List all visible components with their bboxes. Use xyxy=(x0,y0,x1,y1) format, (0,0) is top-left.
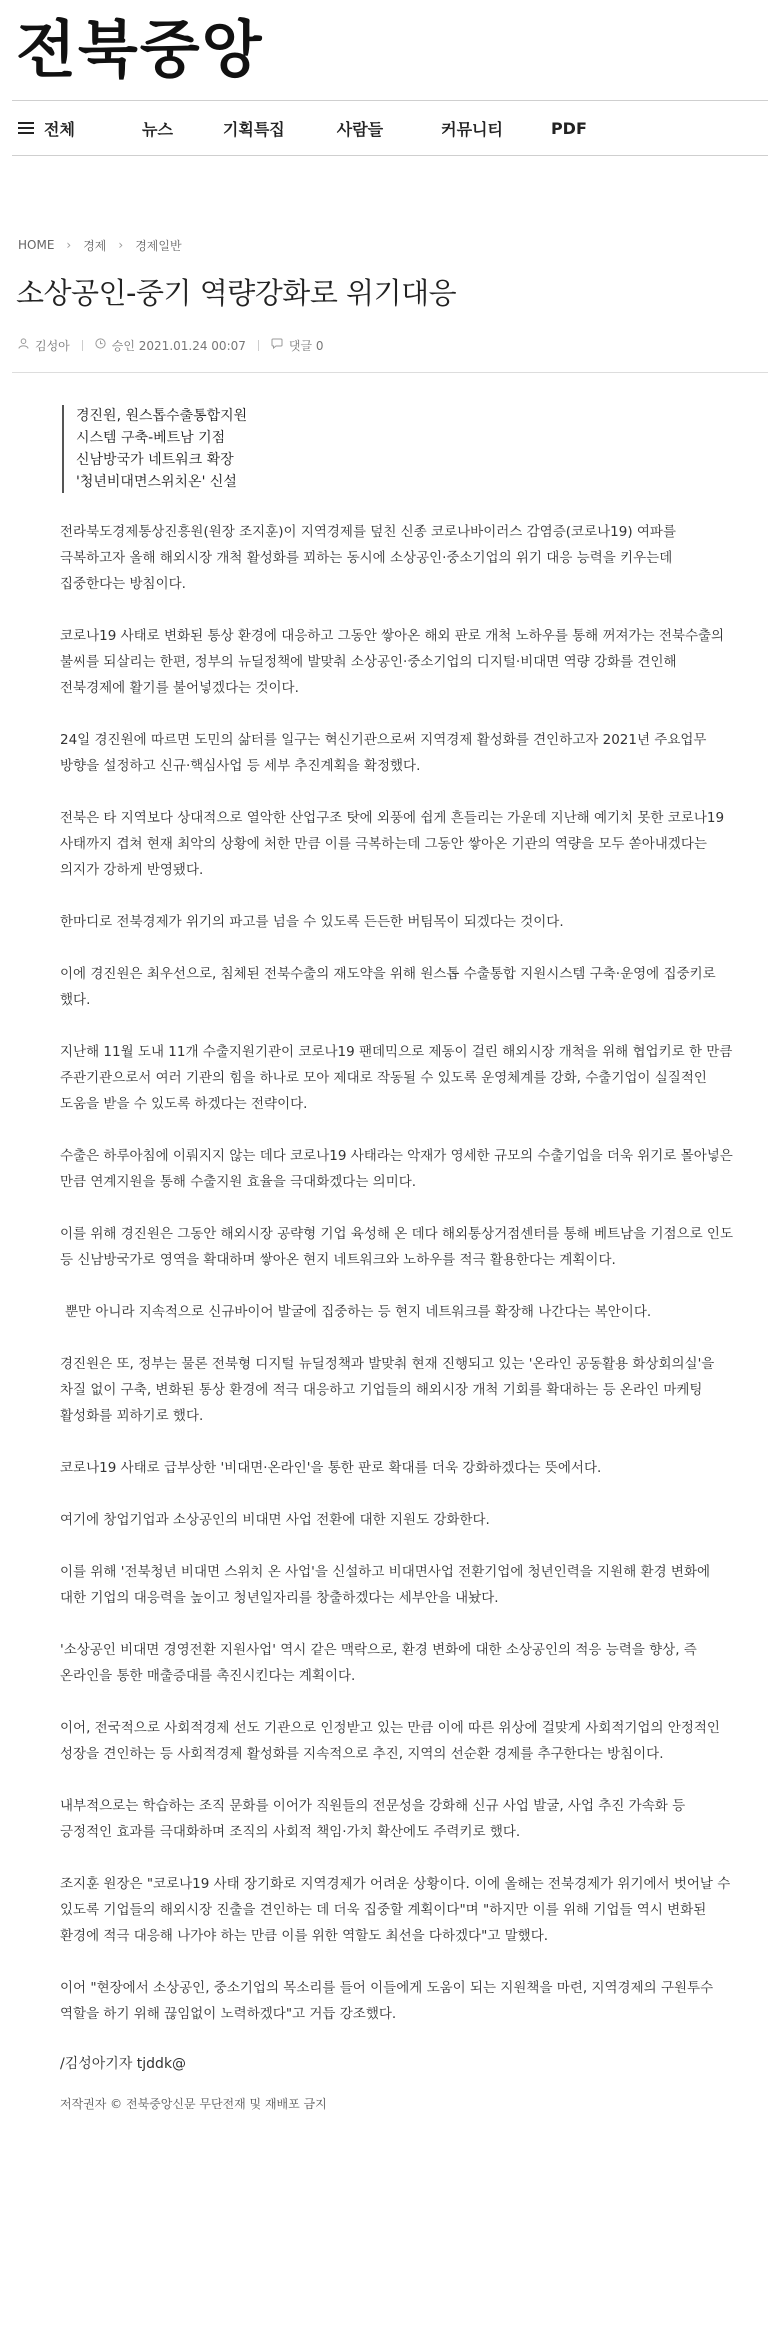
nav-item-pdf[interactable]: PDF xyxy=(550,118,587,138)
article-paragraph: 여기에 창업기업과 소상공인의 비대면 사업 전환에 대한 지원도 강화한다. xyxy=(60,1512,490,1528)
article-subtitles xyxy=(62,405,780,493)
all-menu-button[interactable] xyxy=(12,117,104,140)
article-paragraph: 이를 위해 '전북청년 비대면 스위치 온 사업'을 신설하고 비대면사업 전환기업에 청년인력을 지원해 환경 변화에 대한 기업의 대응력을 높이고 청년일자리를 창출하겠다는 세부안을 내놨다. xyxy=(60,1564,711,1606)
article-paragraph: 수출은 하루아침에 이뤄지지 않는 데다 코로나19 사태라는 악재가 영세한 규모의 수출기업을 더욱 위기로 몰아넣은 만큼 연계지원을 통해 수출지원 효율을 극대화겠다는 의미다. xyxy=(60,1148,733,1190)
author-name[interactable]: 김성아 xyxy=(35,338,70,353)
copyright-notice: 저작권자 © 전북중앙신문 무단전재 및 재배포 금지 xyxy=(60,2097,327,2111)
article-paragraph: 24일 경진원에 따르면 도민의 삶터를 일구는 혁신기관으로써 지역경제 활성화를 견인하고자 2021년 주요업무 방향을 설정하고 신규·핵심사업 등 세부 추진계획을 확정했다. xyxy=(60,732,707,774)
masthead xyxy=(0,0,780,100)
article-paragraph: 지난해 11월 도내 11개 수출지원기관이 코로나19 팬데믹으로 제동이 걸린 해외시장 개척을 위해 협업키로 한 만큼 주관기관으로서 여러 기관의 힘을 하나로 모아 제대로 작동될 수 있도록 운영체계를 강화, 수출기업이 실질적인 도움을 받을 수 있도록 하겠다는 전략이다. xyxy=(60,1044,733,1112)
article-paragraph: 이를 위해 경진원은 그동안 해외시장 공략형 기업 육성해 온 데다 해외통상거점센터를 통해 베트남을 기점으로 인도 등 신남방국가로 영역을 확대하며 쌓아온 현지 네트워크와 노하우를 적극 활용한다는 계획이다. xyxy=(60,1226,734,1268)
article-paragraph: '소상공인 비대면 경영전환 지원사업' 역시 같은 맥락으로, 환경 변화에 대한 소상공인의 적응 능력을 향상, 즉 온라인을 통한 매출증대를 촉진시킨다는 계획이다. xyxy=(60,1642,697,1684)
article-paragraph: 경진원은 또, 정부는 물론 전북형 디지털 뉴딜정책과 발맞춰 현재 진행되고 있는 '온라인 공동활용 화상회의실'을 차질 없이 구축, 변화된 통상 환경에 적극 대응하고 기업들의 해외시장 개척 기회를 확대하는 등 온라인 마케팅 활성화를 꾀하기로 했다. xyxy=(60,1356,715,1424)
article-paragraph: 조지훈 원장은 "코로나19 사태 장기화로 지역경제가 어려운 상황이다. 이에 올해는 전북경제가 위기에서 벗어날 수 있도록 기업들의 해외시장 진출을 견인하는 데 더욱 집중할 계획이다"며 "하지만 이를 위해 기업들 역시 변화된 환경에 적극 대응해 나가야 하는 만큼 이를 위한 역할도 최선을 다하겠다"고 말했다. xyxy=(60,1876,731,1944)
breadcrumb xyxy=(18,236,780,254)
meta-divider xyxy=(82,340,83,351)
article-paragraph: 전북은 타 지역보다 상대적으로 열악한 산업구조 탓에 외풍에 쉽게 흔들리는 가운데 지난해 예기치 못한 코로나19 사태까지 겹쳐 현재 최악의 상황에 처한 만큼 이를 극복하는데 그동안 쌓아온 기관의 역량을 모두 쏟아내겠다는 의지가 강하게 반영됐다. xyxy=(60,810,725,878)
article-paragraph: 뿐만 아니라 지속적으로 신규바이어 발굴에 집중하는 등 현지 네트워크를 확장해 나간다는 복안이다. xyxy=(65,1304,652,1320)
breadcrumb-section[interactable]: 경제 xyxy=(83,238,107,253)
nav-item-news[interactable]: 뉴스 xyxy=(142,119,173,139)
person-icon xyxy=(18,338,29,352)
article-paragraph: 이어 "현장에서 소상공인, 중소기업의 목소리를 들어 이들에게 도움이 되는 지원책을 마련, 지역경제의 구원투수 역할을 하기 위해 끊임없이 노력하겠다"고 거듭 강조했다. xyxy=(60,1980,714,2022)
breadcrumb-home[interactable]: HOME xyxy=(18,238,55,252)
approved-date: 승인 2021.01.24 00:07 xyxy=(111,338,246,353)
hamburger-icon xyxy=(18,122,34,134)
article-paragraph: 한마디로 전북경제가 위기의 파고를 넘을 수 있도록 든든한 버팀목이 되겠다는 것이다. xyxy=(60,914,564,930)
article-meta xyxy=(18,336,780,354)
main-nav xyxy=(12,100,768,156)
subtitle-line: '청년비대면스위치온' 신설 xyxy=(76,474,237,490)
nav-item-people[interactable]: 사람들 xyxy=(336,119,384,139)
article-paragraph: 내부적으로는 학습하는 조직 문화를 이어가 직원들의 전문성을 강화해 신규 사업 발굴, 사업 추진 가속화 등 긍정적인 효과를 극대화하며 조직의 사회적 책임·가치 확산에도 주력키로 했다. xyxy=(60,1798,686,1840)
subtitle-line: 신남방국가 네트워크 확장 xyxy=(76,452,234,468)
article-paragraph: 이에 경진원은 최우선으로, 침체된 전북수출의 재도약을 위해 원스톱 수출통합 지원시스템 구축·운영에 집중키로 했다. xyxy=(60,966,716,1008)
all-menu-label: 전체 xyxy=(44,119,75,139)
reporter-byline: /김성아기자 tjddk@ xyxy=(60,2056,187,2072)
breadcrumb-subsection[interactable]: 경제일반 xyxy=(135,238,182,253)
chevron-right-icon: › xyxy=(118,238,124,252)
article-paragraph: 전라북도경제통상진흥원(원장 조지훈)이 지역경제를 덮친 신종 코로나바이러스 감염증(코로나19) 여파를 극복하고자 올해 해외시장 개척 활성화를 꾀하는 동시에 소상공인·중소기업의 위기 대응 능력을 키우는데 집중한다는 방침이다. xyxy=(60,524,677,592)
site-logo[interactable]: 전북중앙 xyxy=(16,13,264,86)
meta-divider xyxy=(258,340,259,351)
subtitle-line: 경진원, 원스톱수출통합지원 xyxy=(76,408,248,424)
article-paragraph: 이어, 전국적으로 사회적경제 선도 기관으로 인정받고 있는 만큼 이에 따른 위상에 걸맞게 사회적기업의 안정적인 성장을 견인하는 등 사회적경제 활성화를 지속적으로 추진, 지역의 선순환 경제를 추구한다는 방침이다. xyxy=(60,1720,720,1762)
speech-bubble-icon xyxy=(271,338,283,352)
article-paragraph: 코로나19 사태로 급부상한 '비대면·온라인'을 통한 판로 확대를 더욱 강화하겠다는 뜻에서다. xyxy=(60,1460,602,1476)
article-paragraph: 코로나19 사태로 변화된 통상 환경에 대응하고 그동안 쌓아온 해외 판로 개척 노하우를 통해 꺼져가는 전북수출의 불씨를 되살리는 한편, 정부의 뉴딜정책에 발맞춰 소상공인·중소기업의 디지털·비대면 역량 강화를 견인해 전북경제에 활기를 불어넣겠다는 것이다. xyxy=(60,628,725,696)
meta-divider-line xyxy=(12,372,768,373)
nav-item-features[interactable]: 기획특집 xyxy=(222,119,285,139)
nav-item-community[interactable]: 커뮤니티 xyxy=(441,119,503,139)
article-body xyxy=(0,519,780,2027)
comment-count[interactable]: 댓글 0 xyxy=(288,338,324,353)
article-title: 소상공인-중기 역량강화로 위기대응 xyxy=(16,276,457,310)
subtitle-line: 시스템 구축-베트남 기점 xyxy=(76,430,226,446)
clock-icon xyxy=(95,338,106,352)
chevron-right-icon: › xyxy=(66,238,72,252)
